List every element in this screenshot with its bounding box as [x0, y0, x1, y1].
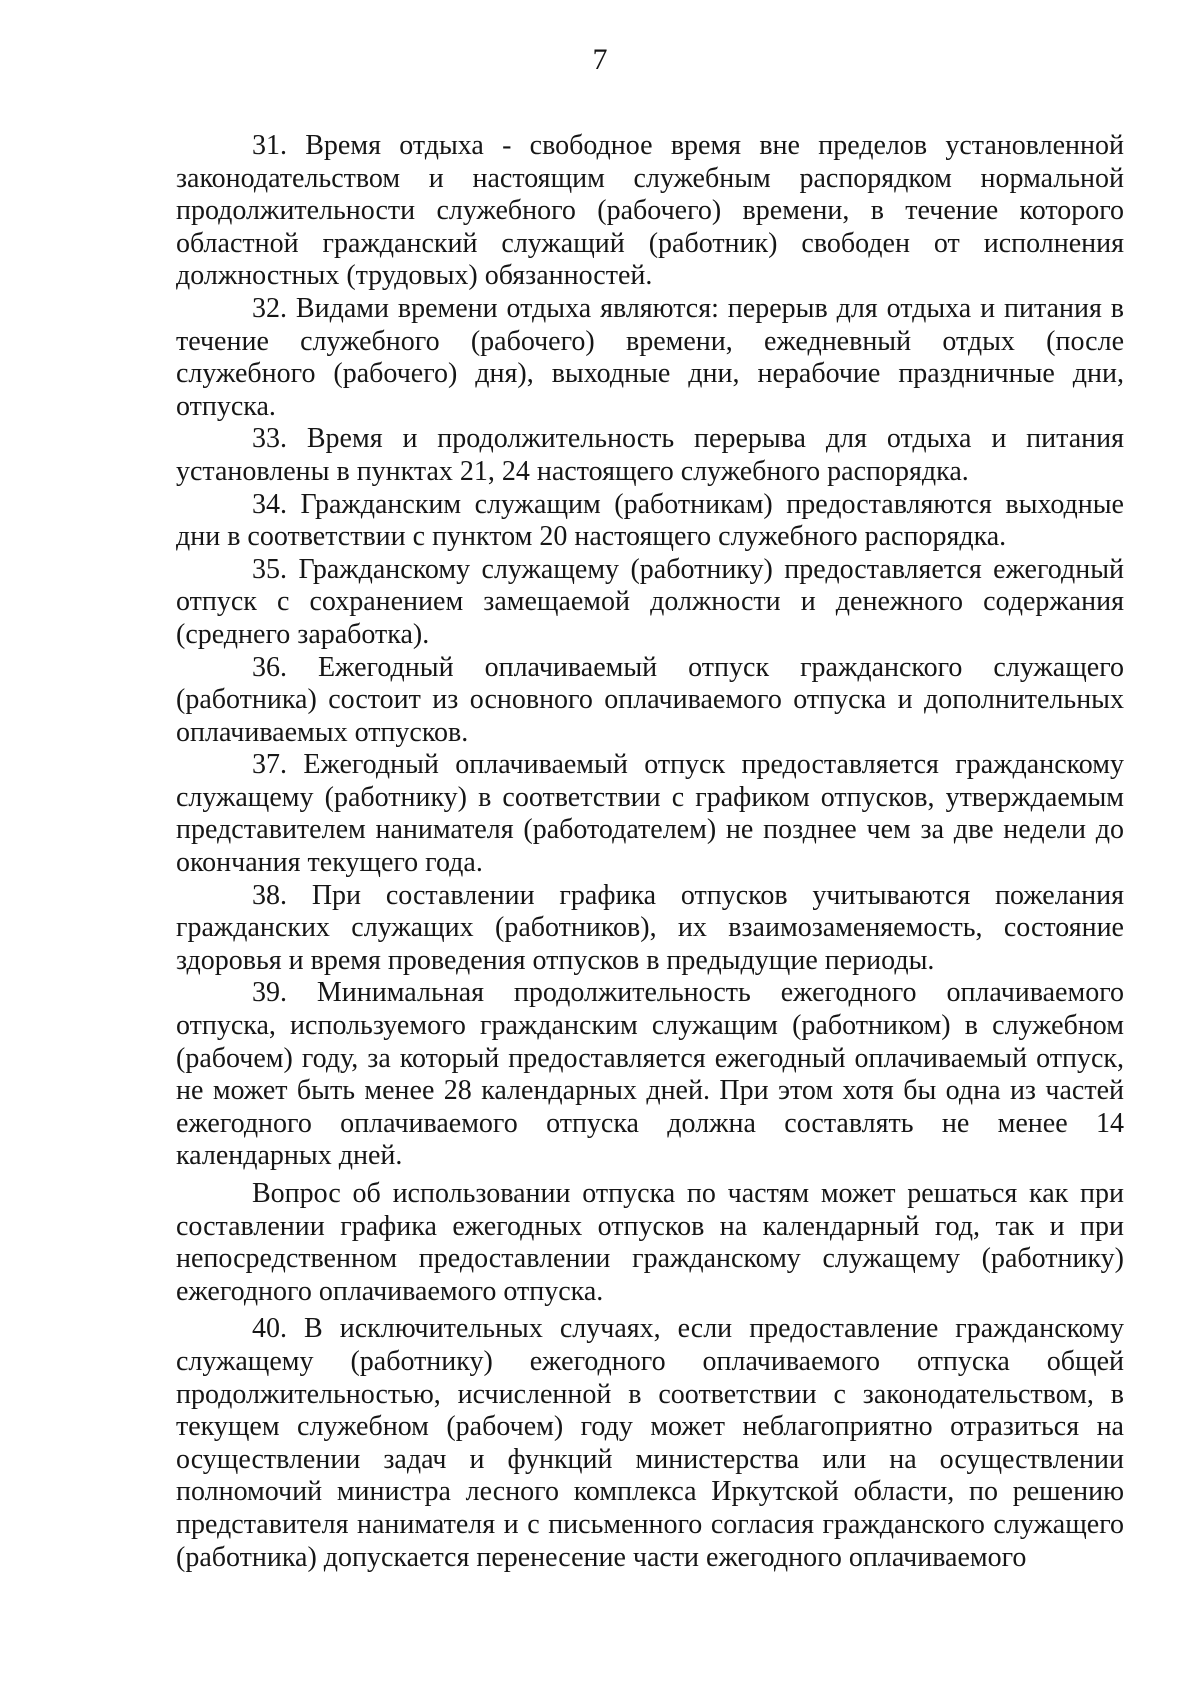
paragraph-40: 40. В исключительных случаях, если предоставление гражданскому служащему (работнику) ежегодного оплачиваемого отпуска общей продолжительностью, исчисленной в соответствии с законодательством, в текущем служебном (рабочем) году может неблагоприятно отразиться на осуществлении задач и функций министерства или на осуществлении полномочий министра лесного комплекса Иркутской области, по решению представителя нанимателя и с письменного согласия гражданского служащего (работника) допускается перенесение части ежегодного оплачиваемого — [176, 1313, 1124, 1573]
page-number: 7 — [592, 43, 608, 76]
paragraph-33: 33. Время и продолжительность перерыва для отдыха и питания установлены в пунктах 21, 24 настоящего служебного распорядка. — [176, 423, 1124, 487]
paragraph-37: 37. Ежегодный оплачиваемый отпуск предоставляется гражданскому служащему (работнику) в соответствии с графиком отпусков, утверждаемым представителем нанимателя (работодателем) не позднее чем за две недели до окончания текущего года. — [176, 749, 1124, 879]
paragraph-32: 32. Видами времени отдыха являются: перерыв для отдыха и питания в течение служебного (рабочего) времени, ежедневный отдых (после служебного (рабочего) дня), выходные дни, нерабочие праздничные дни, отпуска. — [176, 292, 1124, 422]
paragraph-39: 39. Минимальная продолжительность ежегодного оплачиваемого отпуска, используемого гражданским служащим (работником) в служебном (рабочем) году, за который предоставляется ежегодный оплачиваемый отпуск, не может быть менее 28 календарных дней. При этом хотя бы одна из частей ежегодного оплачиваемого отпуска должна составлять не менее 14 календарных дней. — [176, 977, 1124, 1172]
paragraph-34: 34. Гражданским служащим (работникам) предоставляются выходные дни в соответствии с пунктом 20 настоящего служебного распорядка. — [176, 488, 1124, 553]
paragraph-36: 36. Ежегодный оплачиваемый отпуск гражданского служащего (работника) состоит из основного оплачиваемого отпуска и дополнительных оплачиваемых отпусков. — [176, 651, 1124, 748]
document-body — [176, 130, 1124, 1574]
paragraph-31: 31. Время отдыха - свободное время вне пределов установленной законодательством и настоящим служебным распорядком нормальной продолжительности служебного (рабочего) времени, в течение которого областной гражданский служащий (работник) свободен от исполнения должностных (трудовых) обязанностей. — [176, 130, 1124, 292]
paragraph-35: 35. Гражданскому служащему (работнику) предоставляется ежегодный отпуск с сохранением замещаемой должности и денежного содержания (среднего заработка). — [176, 553, 1124, 650]
paragraph-39-continuation: Вопрос об использовании отпуска по частям может решаться как при составлении графика ежегодных отпусков на календарный год, так и при непосредственном предоставлении гражданскому служащему (работнику) ежегодного оплачиваемого отпуска. — [176, 1178, 1124, 1307]
paragraph-38: 38. При составлении графика отпусков учитываются пожелания гражданских служащих (работников), их взаимозаменяемость, состояние здоровья и время проведения отпусков в предыдущие периоды. — [176, 879, 1124, 976]
